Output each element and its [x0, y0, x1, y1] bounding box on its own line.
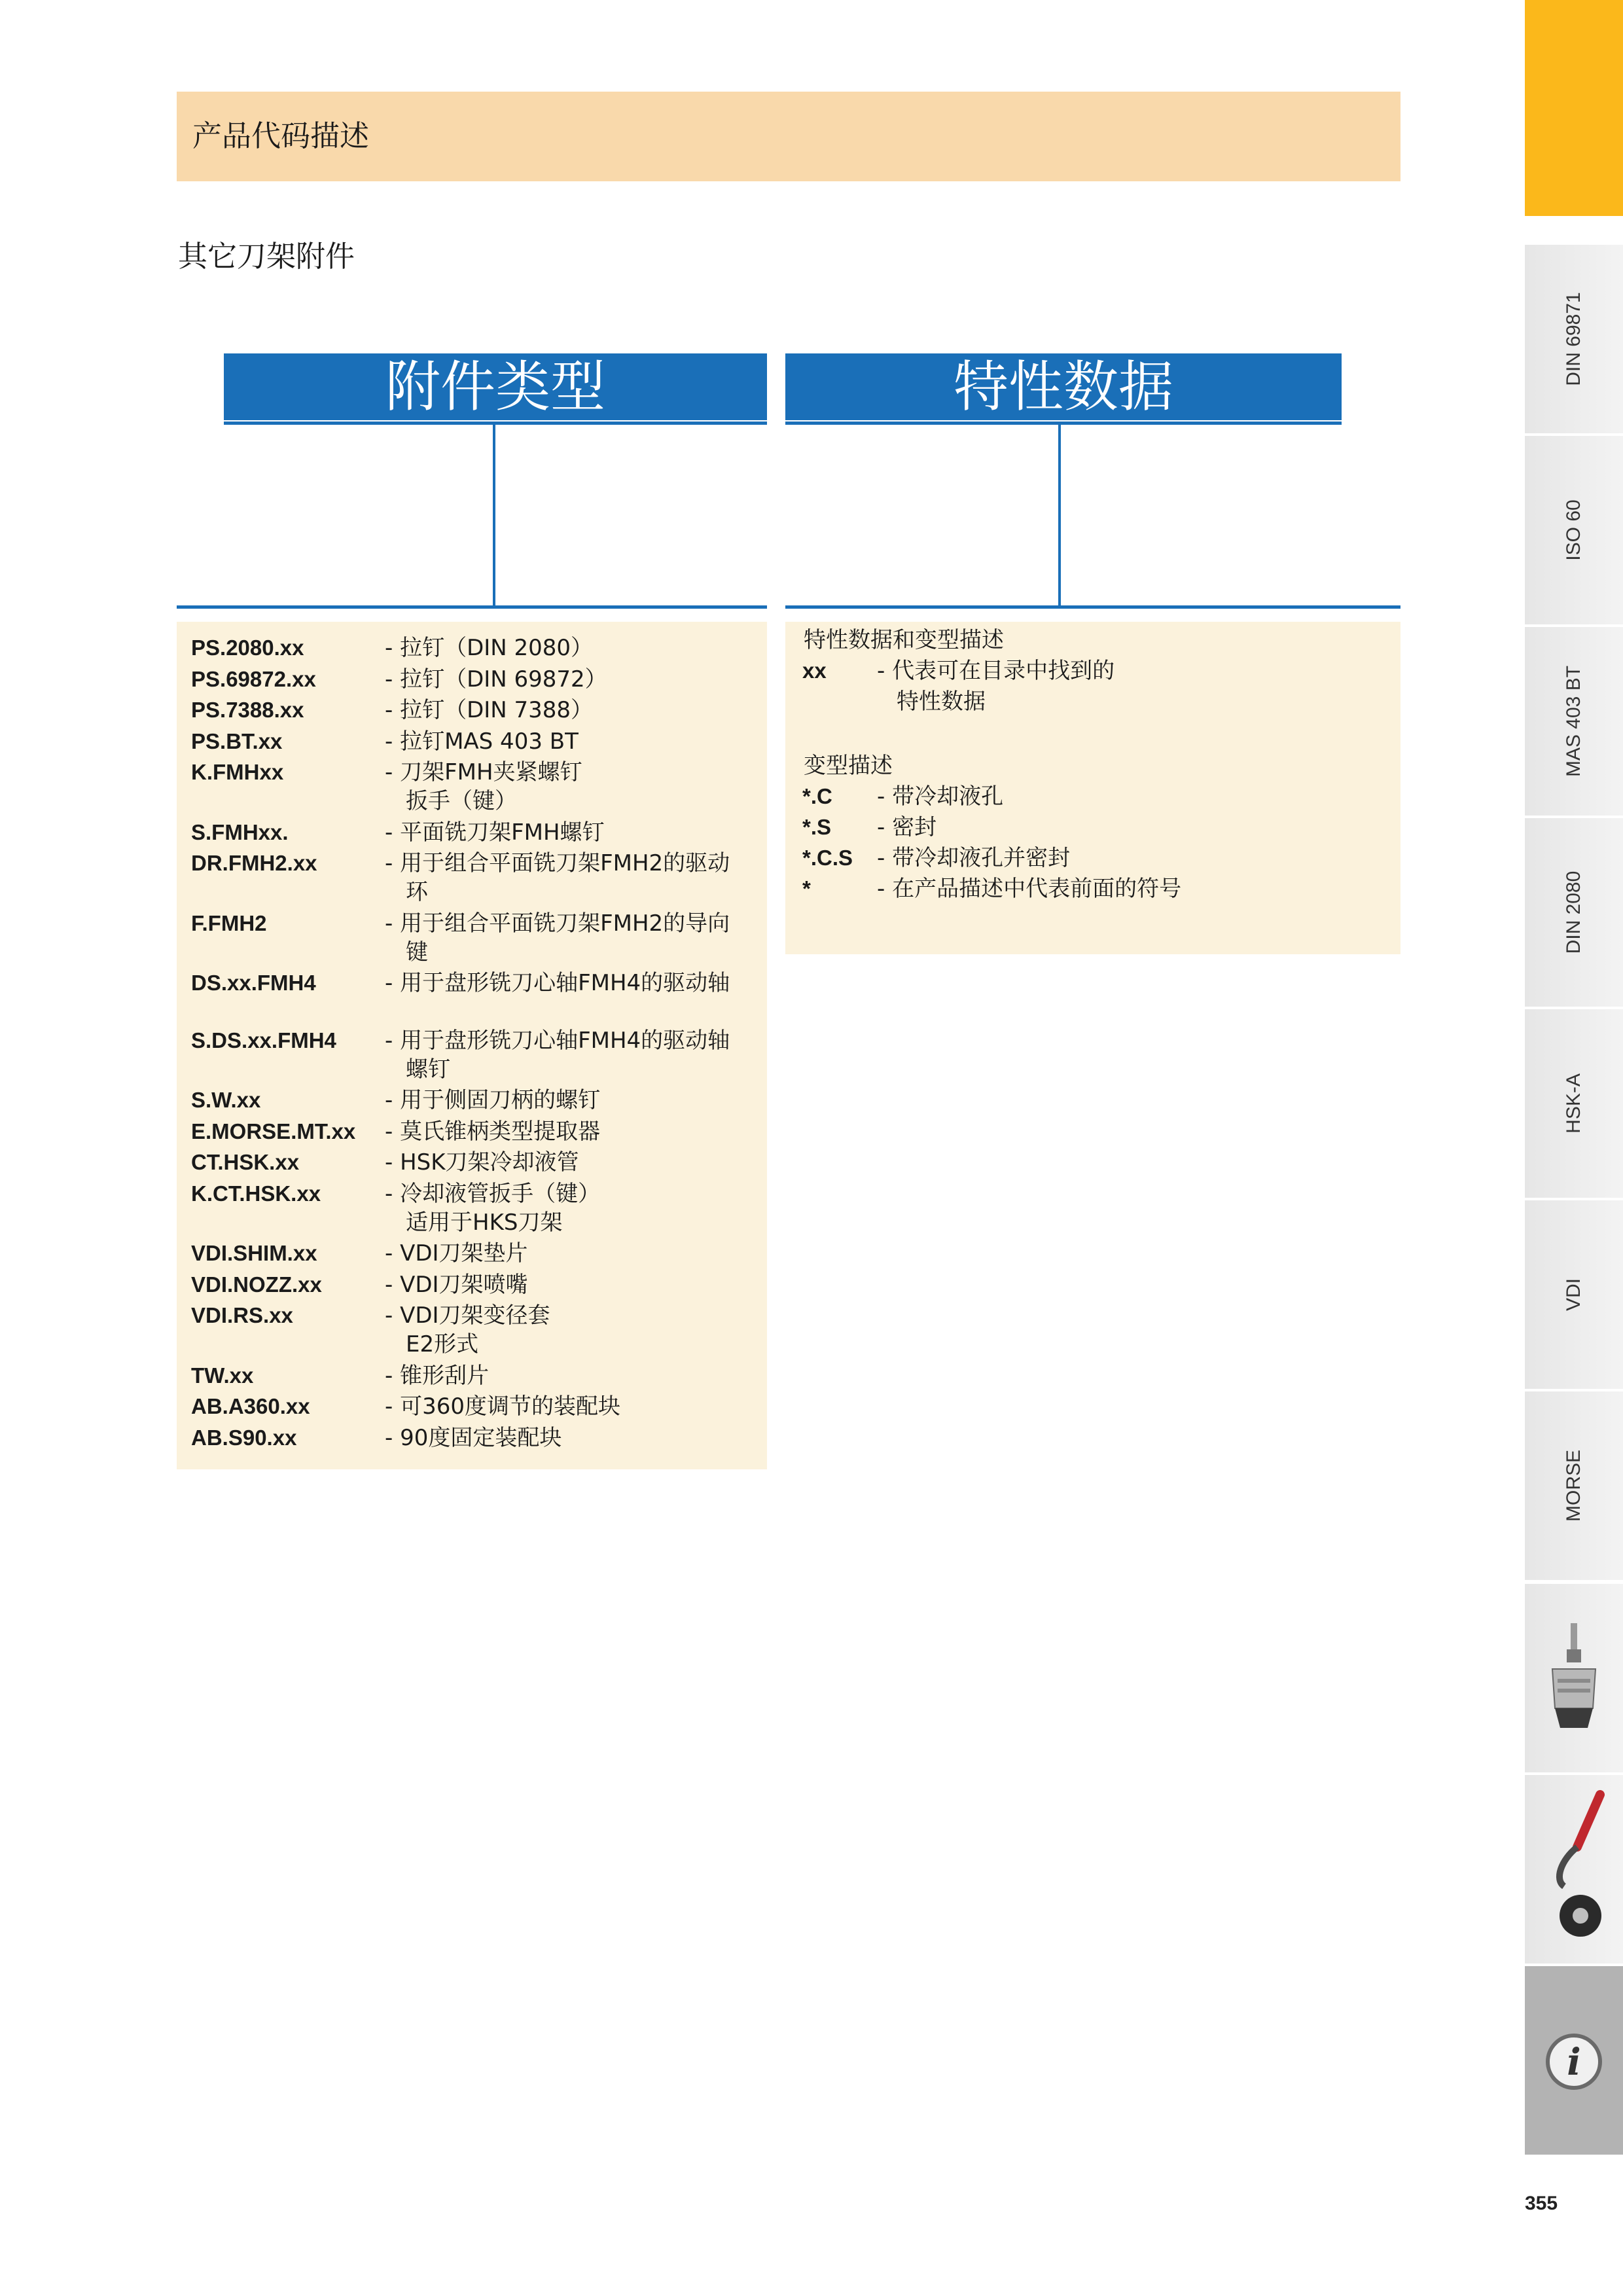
column-head-underline-left — [224, 422, 767, 425]
info-icon — [1525, 1966, 1623, 2157]
side-tab-mas-403-bt[interactable] — [1525, 627, 1623, 818]
side-tab-iso-60[interactable] — [1525, 436, 1623, 627]
accessory-description: 扳手（键） — [406, 788, 517, 814]
page-subtitle: 其它刀架附件 — [178, 239, 355, 274]
variant-code: *.S — [802, 815, 832, 839]
side-tab-info[interactable] — [1525, 1966, 1623, 2157]
accessory-description: - 刀架FMH夹紧螺钉 — [385, 759, 582, 785]
variant-code: *.C — [802, 784, 832, 808]
connector-line-left — [493, 425, 495, 608]
accessory-description: - 90度固定装配块 — [385, 1424, 562, 1451]
accessory-code: S.DS.xx.FMH4 — [191, 1028, 336, 1052]
accessory-code: CT.HSK.xx — [191, 1150, 300, 1175]
accessory-description: E2形式 — [406, 1331, 479, 1358]
characteristic-heading: 特性数据和变型描述 — [804, 627, 1004, 653]
accessory-description: 适用于HKS刀架 — [406, 1209, 563, 1236]
accessory-description: 键 — [406, 939, 428, 965]
side-tab-morse[interactable] — [1525, 1391, 1623, 1583]
xx-code: xx — [802, 658, 827, 683]
connector-line-right — [1058, 425, 1061, 608]
accessory-description: - VDI刀架变径套 — [385, 1302, 550, 1329]
accessory-description: - 锥形刮片 — [385, 1362, 490, 1389]
accessory-description: - 莫氏锥柄类型提取器 — [385, 1118, 601, 1145]
variant-description: - 带冷却液孔并密封 — [877, 845, 1071, 871]
accessory-code: E.MORSE.MT.xx — [191, 1119, 356, 1143]
accessory-code: K.CT.HSK.xx — [191, 1181, 321, 1206]
accessory-description: - 用于盘形铣刀心轴FMH4的驱动轴 — [385, 970, 730, 996]
accessory-description: - 用于组合平面铣刀架FMH2的驱动 — [385, 850, 730, 876]
accessory-description: - VDI刀架垫片 — [385, 1240, 528, 1267]
accessory-description: - 可360度调节的装配块 — [385, 1393, 620, 1420]
accessory-description: - HSK刀架冷却液管 — [385, 1149, 579, 1176]
accessory-code: VDI.RS.xx — [191, 1303, 293, 1328]
accessory-description: - 用于侧固刀柄的螺钉 — [385, 1087, 601, 1114]
wrench-and-nut-icon — [1525, 1775, 1623, 1966]
accessory-code: PS.BT.xx — [191, 728, 283, 753]
accessory-description: - 拉钉（DIN 7388） — [385, 697, 594, 723]
side-tab-label: MAS 403 BT — [1563, 665, 1584, 778]
accessory-code: TW.xx — [191, 1363, 254, 1388]
accessory-code: PS.2080.xx — [191, 636, 304, 660]
page-number: 355 — [1525, 2193, 1558, 2214]
drill-chuck-icon — [1525, 1584, 1623, 1775]
side-tab-label: VDI — [1563, 1278, 1584, 1312]
accessory-code: VDI.NOZZ.xx — [191, 1272, 322, 1297]
section-title: 产品代码描述 — [192, 118, 370, 153]
accessory-description: 螺钉 — [406, 1056, 450, 1083]
divider-line-left — [177, 605, 767, 609]
side-tab-label: MORSE — [1563, 1449, 1584, 1522]
side-tab-din-2080[interactable] — [1525, 818, 1623, 1009]
column-head-characteristic-data: 特性数据 — [785, 353, 1342, 420]
xx-description: - 代表可在目录中找到的 — [877, 658, 1115, 684]
accessory-code: VDI.SHIM.xx — [191, 1241, 317, 1266]
accessory-code: PS.69872.xx — [191, 666, 316, 691]
accessory-description: - 用于盘形铣刀心轴FMH4的驱动轴 — [385, 1027, 730, 1054]
variant-code: * — [802, 876, 811, 901]
accessory-description: - 拉钉MAS 403 BT — [385, 728, 579, 755]
column-head-underline-right — [785, 422, 1342, 425]
svg-text:i: i — [1567, 2041, 1581, 2084]
variant-description: - 密封 — [877, 814, 937, 840]
accessory-description: - 用于组合平面铣刀架FMH2的导向 — [385, 910, 730, 937]
side-tab-label: DIN 2080 — [1563, 870, 1584, 954]
accessory-description: - 拉钉（DIN 2080） — [385, 635, 594, 661]
accessory-code: K.FMHxx — [191, 760, 284, 784]
accessory-code: S.W.xx — [191, 1088, 261, 1113]
side-tab-wrench[interactable] — [1525, 1775, 1623, 1966]
accessory-description: 环 — [406, 879, 428, 905]
accessory-code: S.FMHxx. — [191, 819, 289, 844]
accessory-code: AB.A360.xx — [191, 1394, 310, 1419]
accessory-code: F.FMH2 — [191, 910, 267, 935]
accessory-code: AB.S90.xx — [191, 1425, 297, 1450]
accessory-description: - 平面铣刀架FMH螺钉 — [385, 819, 605, 846]
side-tab-chuck[interactable] — [1525, 1584, 1623, 1775]
side-tab-din-69871[interactable] — [1525, 245, 1623, 436]
variant-code: *.C.S — [802, 846, 853, 870]
side-tab-label: ISO 60 — [1563, 499, 1584, 561]
xx-description-cont: 特性数据 — [897, 689, 986, 715]
variant-heading: 变型描述 — [804, 753, 893, 779]
accent-tab — [1525, 0, 1623, 216]
side-tab-vdi[interactable] — [1525, 1200, 1623, 1391]
variant-description: - 在产品描述中代表前面的符号 — [877, 876, 1182, 902]
side-tab-label: DIN 69871 — [1563, 292, 1584, 386]
column-head-accessory-type: 附件类型 — [224, 353, 767, 420]
accessory-description: - 拉钉（DIN 69872） — [385, 666, 607, 692]
accessory-code: DR.FMH2.xx — [191, 851, 317, 875]
side-tab-hsk-a[interactable] — [1525, 1009, 1623, 1200]
variant-description: - 带冷却液孔 — [877, 783, 1004, 810]
accessory-description: - VDI刀架喷嘴 — [385, 1271, 528, 1298]
side-tab-label: HSK-A — [1563, 1073, 1584, 1134]
divider-line-right — [785, 605, 1400, 609]
accessory-description: - 冷却液管扳手（键） — [385, 1180, 601, 1207]
accessory-code: PS.7388.xx — [191, 698, 304, 722]
accessory-code: DS.xx.FMH4 — [191, 971, 316, 995]
